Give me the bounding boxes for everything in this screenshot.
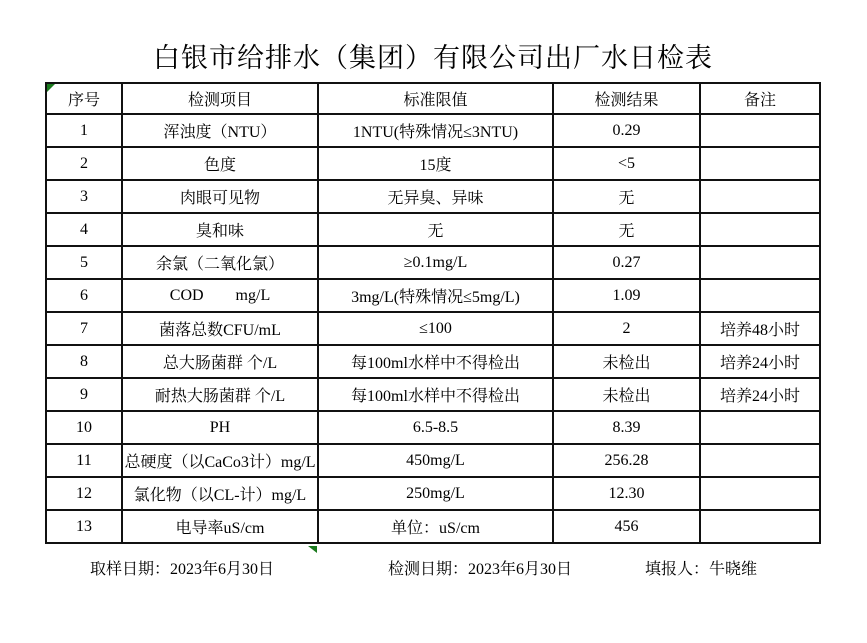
cell-note <box>700 444 820 477</box>
cell-note <box>700 147 820 180</box>
cell-result: 0.29 <box>553 114 700 147</box>
cell-note <box>700 213 820 246</box>
page-title: 白银市给排水（集团）有限公司出厂水日检表 <box>153 43 713 73</box>
table-row <box>46 180 820 213</box>
header-limit: 标准限值 <box>318 83 553 114</box>
cell-item: 电导率uS/cm <box>122 510 318 543</box>
table-header-row <box>46 83 820 114</box>
excel-error-marker-icon <box>308 546 317 553</box>
cell-item: PH <box>122 411 318 444</box>
header-result: 检测结果 <box>553 83 700 114</box>
cell-item: 色度 <box>122 147 318 180</box>
table-row <box>46 246 820 279</box>
cell-result: 无 <box>553 180 700 213</box>
test-date <box>388 556 572 579</box>
cell-limit: 3mg/L(特殊情况≤5mg/L) <box>318 279 553 312</box>
header-item: 检测项目 <box>122 83 318 114</box>
cell-item: 菌落总数CFU/mL <box>122 312 318 345</box>
cell-limit: 250mg/L <box>318 477 553 510</box>
table-row <box>46 279 820 312</box>
cell-serial: 13 <box>46 510 122 543</box>
table-row <box>46 444 820 477</box>
cell-note <box>700 477 820 510</box>
table-row <box>46 312 820 345</box>
cell-note <box>700 510 820 543</box>
sample-date <box>90 556 274 579</box>
cell-serial: 2 <box>46 147 122 180</box>
cell-item: 总硬度（以CaCo3计）mg/L <box>122 444 318 477</box>
cell-limit: 6.5-8.5 <box>318 411 553 444</box>
cell-note <box>700 279 820 312</box>
cell-item: 肉眼可见物 <box>122 180 318 213</box>
reporter-value: 牛晓维 <box>709 561 758 578</box>
cell-result: 未检出 <box>553 345 700 378</box>
cell-serial: 6 <box>46 279 122 312</box>
cell-limit: 单位：uS/cm <box>318 510 553 543</box>
header-serial: 序号 <box>46 83 122 114</box>
cell-result: 1.09 <box>553 279 700 312</box>
cell-result: 12.30 <box>553 477 700 510</box>
table-row <box>46 147 820 180</box>
cell-item: 总大肠菌群 个/L <box>122 345 318 378</box>
table-row <box>46 510 820 543</box>
cell-item: 浑浊度（NTU） <box>122 114 318 147</box>
cell-item: 余氯（二氧化氯） <box>122 246 318 279</box>
cell-serial: 4 <box>46 213 122 246</box>
cell-limit: ≥0.1mg/L <box>318 246 553 279</box>
cell-limit: 15度 <box>318 147 553 180</box>
cell-item: 氯化物（以CL-计）mg/L <box>122 477 318 510</box>
table-row <box>46 213 820 246</box>
table-row <box>46 411 820 444</box>
cell-note <box>700 180 820 213</box>
cell-limit: 1NTU(特殊情况≤3NTU) <box>318 114 553 147</box>
cell-limit: 每100ml水样中不得检出 <box>318 345 553 378</box>
cell-limit: ≤100 <box>318 312 553 345</box>
cell-result: 0.27 <box>553 246 700 279</box>
sample-date-value: 2023年6月30日 <box>170 561 275 578</box>
table-row <box>46 114 820 147</box>
cell-result: <5 <box>553 147 700 180</box>
cell-limit: 无 <box>318 213 553 246</box>
sample-date-label: 取样日期： <box>90 561 171 578</box>
cell-result: 456 <box>553 510 700 543</box>
cell-note: 培养24小时 <box>700 345 820 378</box>
cell-result: 8.39 <box>553 411 700 444</box>
cell-serial: 10 <box>46 411 122 444</box>
cell-note: 培养48小时 <box>700 312 820 345</box>
cell-serial: 9 <box>46 378 122 411</box>
cell-serial: 7 <box>46 312 122 345</box>
cell-limit: 450mg/L <box>318 444 553 477</box>
header-note: 备注 <box>700 83 820 114</box>
cell-serial: 12 <box>46 477 122 510</box>
test-date-value: 2023年6月30日 <box>468 561 573 578</box>
table-row <box>46 477 820 510</box>
cell-item: 臭和味 <box>122 213 318 246</box>
cell-note <box>700 114 820 147</box>
table-row <box>46 378 820 411</box>
cell-result: 2 <box>553 312 700 345</box>
cell-serial: 5 <box>46 246 122 279</box>
cell-serial: 1 <box>46 114 122 147</box>
cell-limit: 无异臭、异味 <box>318 180 553 213</box>
cell-note <box>700 411 820 444</box>
cell-result: 256.28 <box>553 444 700 477</box>
cell-note <box>700 246 820 279</box>
cell-item: COD mg/L <box>122 279 318 312</box>
cell-limit: 每100ml水样中不得检出 <box>318 378 553 411</box>
cell-result: 无 <box>553 213 700 246</box>
reporter-label: 填报人： <box>645 561 710 578</box>
inspection-table <box>45 82 821 544</box>
cell-note: 培养24小时 <box>700 378 820 411</box>
cell-result: 未检出 <box>553 378 700 411</box>
cell-serial: 11 <box>46 444 122 477</box>
table-row <box>46 345 820 378</box>
cell-item: 耐热大肠菌群 个/L <box>122 378 318 411</box>
cell-serial: 3 <box>46 180 122 213</box>
cell-serial: 8 <box>46 345 122 378</box>
test-date-label: 检测日期： <box>388 561 469 578</box>
reporter <box>645 556 757 579</box>
